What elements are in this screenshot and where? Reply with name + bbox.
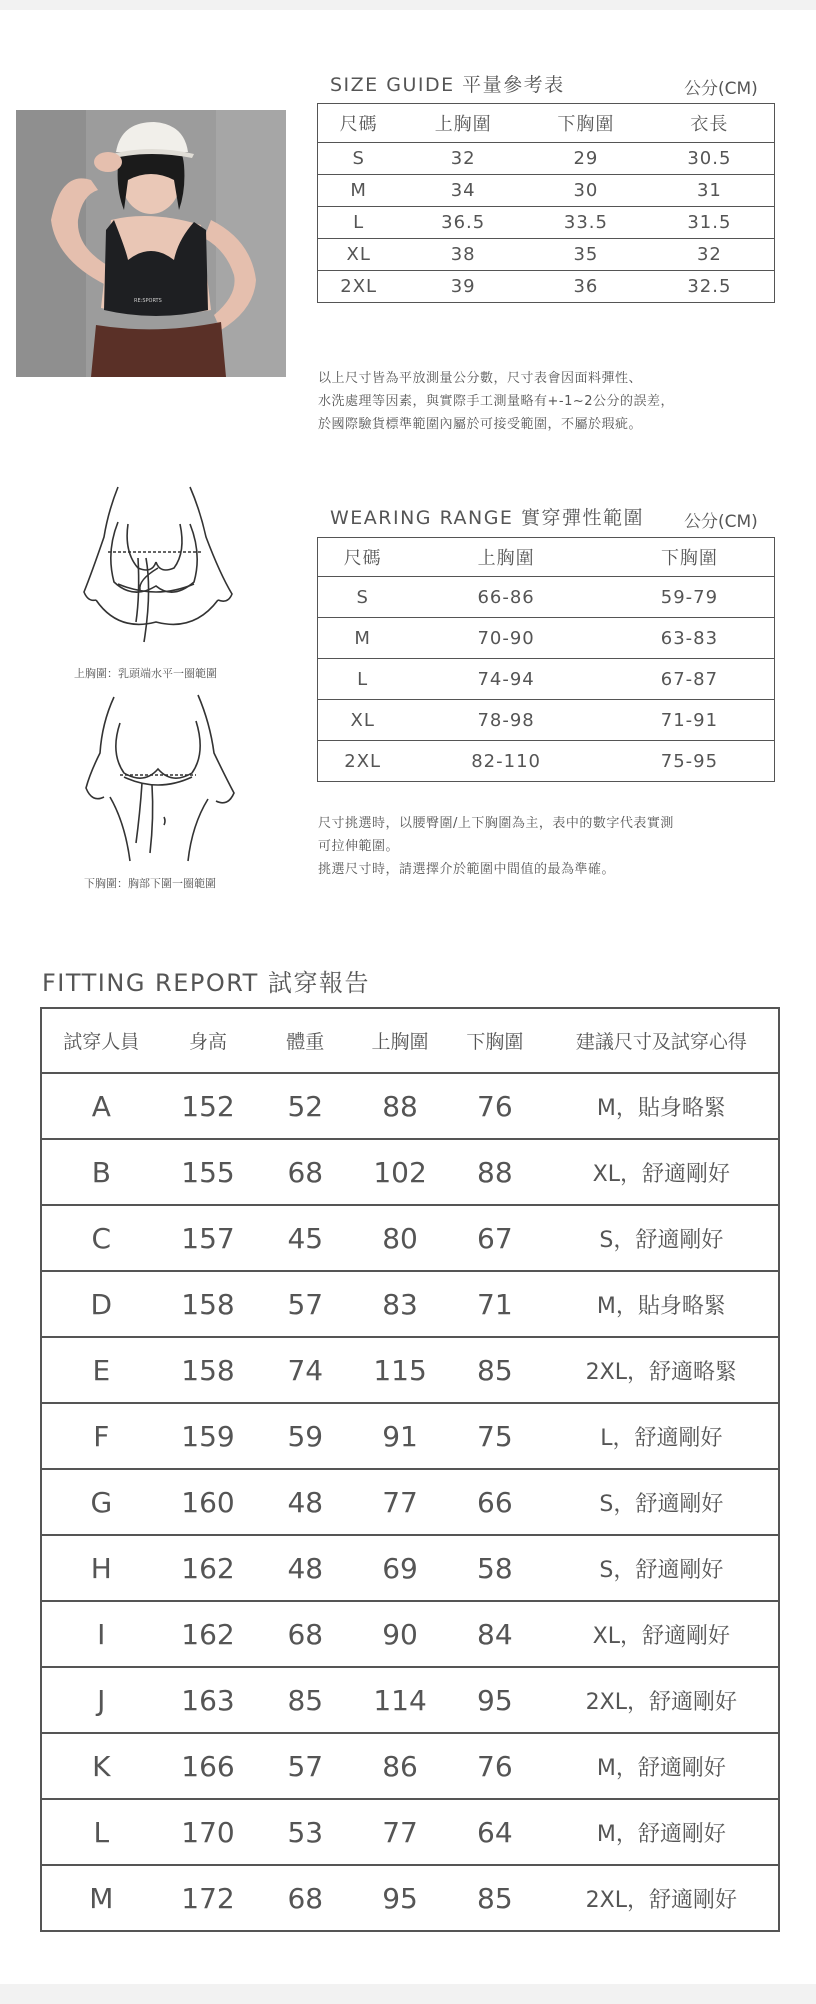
table-cell: 172 <box>181 1881 235 1915</box>
table-cell: 67-87 <box>605 659 775 700</box>
table-cell: J <box>41 1667 161 1733</box>
table-row <box>41 1535 779 1601</box>
fitting-report-title: FITTING REPORT 試穿報告 <box>42 969 370 997</box>
table-cell: M <box>318 618 408 659</box>
table-cell: H <box>41 1535 161 1601</box>
table-cell: 32.5 <box>645 271 775 303</box>
table-cell: S <box>318 143 400 175</box>
table-cell: S，舒適剛好 <box>545 1535 779 1601</box>
table-cell: M <box>89 1881 114 1915</box>
size-guide-table <box>317 103 775 303</box>
table-cell: 152 <box>161 1073 256 1139</box>
table-cell: 163 <box>161 1667 256 1733</box>
wearing-range-note: 尺寸挑選時，以腰臀圍/上下胸圍為主，表中的數字代表實測 <box>318 816 674 831</box>
table-cell: 36 <box>527 271 645 303</box>
table-row <box>41 1073 779 1139</box>
table-cell: 57 <box>255 1271 355 1337</box>
table-cell: 76 <box>445 1733 545 1799</box>
table-cell: 83 <box>355 1271 445 1337</box>
table-row <box>318 618 775 659</box>
table-cell: 82-110 <box>407 741 605 782</box>
table-row <box>318 577 775 618</box>
table-cell: D <box>41 1271 161 1337</box>
wearing-range-note: 可拉伸範圍。 <box>318 839 400 854</box>
table-cell: 84 <box>445 1601 545 1667</box>
table-row <box>318 271 775 303</box>
table-cell: 68 <box>255 1601 355 1667</box>
table-row <box>318 175 775 207</box>
table-cell: L <box>41 1799 161 1865</box>
table-cell: 66-86 <box>407 577 605 618</box>
table-cell: M <box>318 175 400 207</box>
table-cell: 158 <box>161 1337 256 1403</box>
fitting-header: 試穿人員 <box>41 1008 161 1073</box>
table-cell: 115 <box>355 1337 445 1403</box>
table-cell: L <box>318 659 408 700</box>
table-cell: 71-91 <box>605 700 775 741</box>
table-cell: S <box>318 577 408 618</box>
table-cell: 74-94 <box>407 659 605 700</box>
table-cell: 2XL，舒適略緊 <box>545 1337 779 1403</box>
size-guide-header: 下胸圍 <box>527 104 645 143</box>
table-cell: 63-83 <box>605 618 775 659</box>
table-cell: 77 <box>355 1799 445 1865</box>
fitting-header: 身高 <box>161 1008 256 1073</box>
wearing-range-header: 下胸圍 <box>605 538 775 577</box>
size-guide-header: 上胸圍 <box>399 104 527 143</box>
table-cell: 39 <box>399 271 527 303</box>
table-cell: K <box>41 1733 161 1799</box>
table-cell: 64 <box>445 1799 545 1865</box>
fitting-header: 上胸圍 <box>355 1008 445 1073</box>
table-cell: XL <box>318 239 400 271</box>
size-guide-header: 衣長 <box>645 104 775 143</box>
table-cell: XL，舒適剛好 <box>545 1139 779 1205</box>
table-cell: 74 <box>255 1337 355 1403</box>
table-cell: M，貼身略緊 <box>545 1271 779 1337</box>
table-row <box>41 1667 779 1733</box>
table-cell: 29 <box>527 143 645 175</box>
top-strip <box>0 0 816 10</box>
size-guide-note: 於國際驗貨標準範圍內屬於可接受範圍，不屬於瑕疵。 <box>318 417 643 432</box>
upper-bust-diagram <box>78 482 238 652</box>
table-cell: 68 <box>287 1881 324 1915</box>
table-cell: 80 <box>355 1205 445 1271</box>
table-row <box>41 1139 779 1205</box>
wearing-range-table <box>317 537 775 782</box>
table-cell: 30 <box>527 175 645 207</box>
table-cell: 32 <box>399 143 527 175</box>
table-cell: E <box>41 1337 161 1403</box>
table-cell: 57 <box>255 1733 355 1799</box>
fitting-header: 下胸圍 <box>445 1008 545 1073</box>
fitting-header: 體重 <box>255 1008 355 1073</box>
table-cell: 71 <box>445 1271 545 1337</box>
table-cell: 68 <box>255 1139 355 1205</box>
table-cell: 159 <box>161 1403 256 1469</box>
table-cell: 78-98 <box>407 700 605 741</box>
table-cell: 102 <box>355 1139 445 1205</box>
lower-bust-diagram <box>80 693 240 863</box>
table-cell: 66 <box>445 1469 545 1535</box>
size-guide-notes <box>318 367 674 436</box>
table-row <box>318 239 775 271</box>
model-photo <box>16 110 286 377</box>
table-cell: 2XL，舒適剛好 <box>585 1887 737 1913</box>
wearing-range-header: 上胸圍 <box>407 538 605 577</box>
table-cell: L，舒適剛好 <box>545 1403 779 1469</box>
table-cell: 166 <box>161 1733 256 1799</box>
table-row <box>41 1865 779 1931</box>
size-guide-unit: 公分(CM) <box>684 79 758 99</box>
table-cell: 38 <box>399 239 527 271</box>
table-row <box>41 1469 779 1535</box>
table-cell: 75-95 <box>605 741 775 782</box>
table-cell: S，舒適剛好 <box>545 1469 779 1535</box>
table-cell: 59-79 <box>605 577 775 618</box>
fitting-header: 建議尺寸及試穿心得 <box>545 1008 779 1073</box>
table-cell: 75 <box>445 1403 545 1469</box>
table-row <box>41 1337 779 1403</box>
size-guide-title: SIZE GUIDE 平量參考表 <box>330 74 565 96</box>
table-row <box>318 143 775 175</box>
table-cell: G <box>41 1469 161 1535</box>
table-cell: 2XL <box>318 741 408 782</box>
table-cell: 88 <box>355 1073 445 1139</box>
table-cell: XL <box>318 700 408 741</box>
lower-bust-caption: 下胸圍：胸部下圍一圈範圍 <box>84 877 216 890</box>
table-cell: 30.5 <box>645 143 775 175</box>
table-cell: F <box>41 1403 161 1469</box>
wearing-range-notes <box>318 812 674 881</box>
table-row <box>318 700 775 741</box>
table-row <box>41 1733 779 1799</box>
table-cell: 86 <box>355 1733 445 1799</box>
table-cell: 2XL，舒適剛好 <box>545 1667 779 1733</box>
table-cell: 31.5 <box>645 207 775 239</box>
table-cell: 157 <box>161 1205 256 1271</box>
table-cell: M，舒適剛好 <box>545 1799 779 1865</box>
table-cell: 162 <box>161 1601 256 1667</box>
table-row <box>318 659 775 700</box>
table-cell: 85 <box>255 1667 355 1733</box>
table-cell: 85 <box>477 1881 513 1915</box>
table-cell: 52 <box>255 1073 355 1139</box>
size-guide-note: 水洗處理等因素，與實際手工測量略有+-1~2公分的誤差， <box>318 394 675 409</box>
bottom-strip <box>0 1984 816 2004</box>
table-row <box>41 1205 779 1271</box>
table-row <box>41 1403 779 1469</box>
table-cell: 114 <box>355 1667 445 1733</box>
table-cell: 33.5 <box>527 207 645 239</box>
wearing-range-title: WEARING RANGE 實穿彈性範圍 <box>330 507 644 529</box>
wearing-range-unit: 公分(CM) <box>684 512 758 532</box>
table-cell: 70-90 <box>407 618 605 659</box>
table-cell: 69 <box>355 1535 445 1601</box>
table-cell: 45 <box>255 1205 355 1271</box>
table-cell: 53 <box>255 1799 355 1865</box>
table-cell: B <box>41 1139 161 1205</box>
table-cell: S，舒適剛好 <box>545 1205 779 1271</box>
wearing-range-note: 挑選尺寸時，請選擇介於範圍中間值的最為準確。 <box>318 862 616 877</box>
table-cell: 158 <box>161 1271 256 1337</box>
table-cell: 160 <box>161 1469 256 1535</box>
table-cell: 35 <box>527 239 645 271</box>
table-cell: 31 <box>645 175 775 207</box>
table-row <box>318 741 775 782</box>
table-row <box>41 1601 779 1667</box>
table-cell: I <box>41 1601 161 1667</box>
fitting-report-table <box>40 1007 780 1932</box>
table-cell: 59 <box>255 1403 355 1469</box>
table-cell: 162 <box>161 1535 256 1601</box>
size-guide-header: 尺碼 <box>318 104 400 143</box>
table-cell: 32 <box>645 239 775 271</box>
size-guide-note: 以上尺寸皆為平放測量公分數，尺寸表會因面料彈性、 <box>318 371 643 386</box>
table-cell: 91 <box>355 1403 445 1469</box>
table-row <box>41 1271 779 1337</box>
upper-bust-caption: 上胸圍：乳頭端水平一圈範圍 <box>74 667 217 680</box>
table-cell: 155 <box>161 1139 256 1205</box>
table-cell: M，舒適剛好 <box>545 1733 779 1799</box>
table-cell: 67 <box>445 1205 545 1271</box>
table-row <box>41 1799 779 1865</box>
table-cell: L <box>318 207 400 239</box>
table-cell: 88 <box>445 1139 545 1205</box>
table-cell: XL，舒適剛好 <box>545 1601 779 1667</box>
table-cell: 95 <box>382 1881 418 1915</box>
table-cell: 2XL <box>318 271 400 303</box>
table-cell: 85 <box>445 1337 545 1403</box>
table-cell: 95 <box>445 1667 545 1733</box>
wearing-range-header: 尺碼 <box>318 538 408 577</box>
table-cell: M，貼身略緊 <box>545 1073 779 1139</box>
table-row <box>318 207 775 239</box>
table-cell: 48 <box>255 1535 355 1601</box>
table-cell: 76 <box>445 1073 545 1139</box>
table-cell: 36.5 <box>399 207 527 239</box>
shirt-logo-text: RE:SPORTS <box>134 298 162 304</box>
table-cell: 34 <box>399 175 527 207</box>
table-cell: 77 <box>355 1469 445 1535</box>
table-cell: 90 <box>355 1601 445 1667</box>
table-cell: 48 <box>255 1469 355 1535</box>
table-cell: A <box>41 1073 161 1139</box>
table-cell: 170 <box>161 1799 256 1865</box>
table-cell: C <box>41 1205 161 1271</box>
table-cell: 58 <box>445 1535 545 1601</box>
